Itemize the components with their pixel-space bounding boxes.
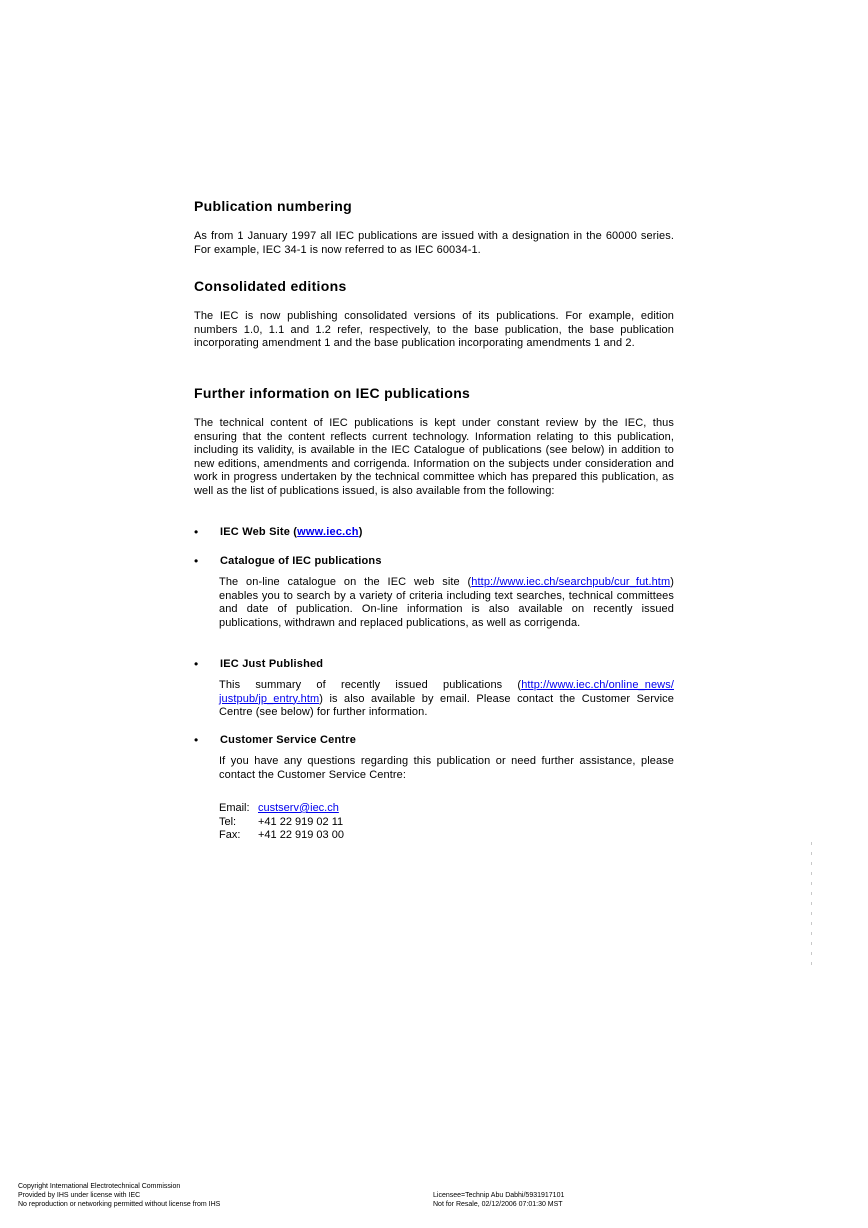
- tel-value: +41 22 919 02 11: [258, 815, 344, 828]
- catalogue-link[interactable]: http://www.iec.ch/searchpub/cur_fut.htm: [471, 576, 671, 588]
- contact-block: [219, 802, 344, 843]
- bullet-website: [220, 526, 363, 540]
- catalogue-body-after: ) enables you to search by a variety of criteria including text searches, technical committees and date of publication. On-line information is also available on recently issued publications, withdrawn and replaced publications, as well as corrigenda.: [219, 576, 674, 629]
- footer-left-line: Copyright International Electrotechnical Commission: [18, 1183, 181, 1190]
- bullet-marker: •: [194, 554, 199, 568]
- edge-watermark-marks: [810, 842, 814, 972]
- contact-fax-row: [219, 829, 344, 843]
- just-published-link[interactable]: http://www.iec.ch/online_news/ justpub/jp_entry.htm: [219, 679, 674, 705]
- bullet-marker: •: [194, 525, 199, 539]
- website-label-prefix: IEC Web Site (: [220, 526, 298, 538]
- footer-left: [18, 1182, 220, 1209]
- contact-tel-row: [219, 816, 344, 830]
- just-published-body-after: ) is also available by email. Please contact the Customer Service Centre (see below) for further information.: [219, 692, 674, 718]
- fax-label: Fax:: [219, 829, 241, 841]
- section-heading-further: Further information on IEC publications: [194, 385, 471, 401]
- section-body-further: The technical content of IEC publications is kept under constant review by the IEC, thus ensuring that the content reflects current technology. Information relating to this publication, including its validity, is available in the IEC Catalogue of publications (see below) in addition to new editions, amendments and corrigenda. Information on the subjects under consideration and work in progress undertaken by the technical committee which has prepared this publication, as well as the list of publications issued, is also available from the following:: [194, 417, 674, 497]
- customer-service-body: If you have any questions regarding this publication or need further assistance, please contact the Customer Service Centre:: [219, 755, 674, 781]
- footer-left-line: No reproduction or networking permitted without license from IHS: [18, 1201, 221, 1208]
- bullet-marker: •: [194, 733, 199, 747]
- bullet-heading-customer-service: Customer Service Centre: [220, 734, 357, 746]
- footer-right-line: Not for Resale, 02/12/2006 07:01:30 MST: [433, 1201, 563, 1208]
- catalogue-body: [219, 576, 674, 630]
- just-published-body-before: This summary of recently issued publications (: [219, 679, 522, 691]
- website-label-suffix: ): [358, 526, 363, 538]
- bullet-marker: •: [194, 657, 199, 671]
- footer-left-line: Provided by IHS under license with IEC: [18, 1192, 141, 1199]
- email-label: Email:: [219, 802, 250, 814]
- fax-value: +41 22 919 03 00: [258, 829, 344, 841]
- bullet-heading-just-published: IEC Just Published: [220, 658, 324, 670]
- website-link[interactable]: www.iec.ch: [297, 526, 359, 538]
- tel-label: Tel:: [219, 815, 237, 828]
- footer-right-line: Licensee=Technip Abu Dabhi/5931917101: [433, 1192, 565, 1199]
- section-heading-numbering: Publication numbering: [194, 198, 352, 214]
- section-heading-consolidated: Consolidated editions: [194, 278, 347, 294]
- catalogue-body-before: The on-line catalogue on the IEC web site (: [219, 576, 472, 588]
- bullet-heading-catalogue: Catalogue of IEC publications: [220, 555, 382, 567]
- footer-right: [433, 1191, 564, 1209]
- section-body-numbering: As from 1 January 1997 all IEC publications are issued with a designation in the 60000 series. For example, IEC 34-1 is now referred to as IEC 60034-1.: [194, 230, 674, 256]
- email-link[interactable]: custserv@iec.ch: [258, 802, 339, 814]
- contact-email-row: [219, 802, 344, 816]
- just-published-body: [219, 679, 674, 720]
- section-body-consolidated: The IEC is now publishing consolidated versions of its publications. For example, edition numbers 1.0, 1.1 and 1.2 refer, respectively, to the base publication, the base publication incorporating amendment 1 and the base publication incorporating amendments 1 and 2.: [194, 310, 674, 349]
